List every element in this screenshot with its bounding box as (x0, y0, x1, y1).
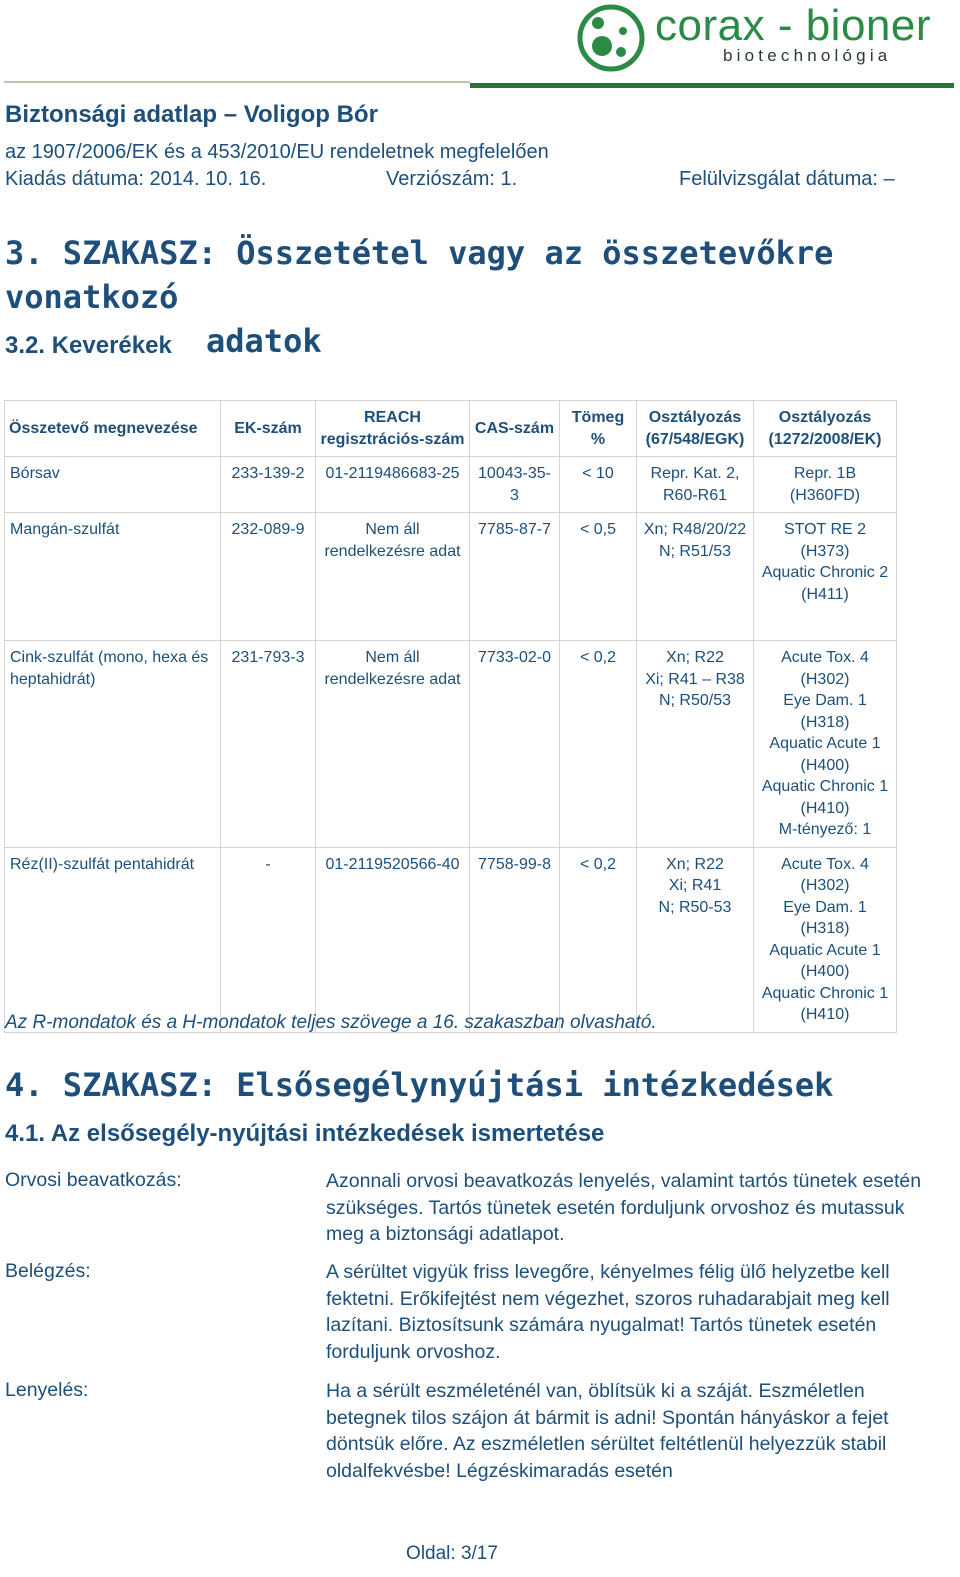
first-aid-label-medical: Orvosi beavatkozás: (5, 1169, 182, 1191)
cell-line: (H411) (801, 585, 849, 603)
logo-tagline: biotechnológia (723, 46, 892, 65)
cell-reach: 01-2119486683-25 (316, 457, 470, 513)
cell-class67 (637, 641, 754, 848)
section3-title-line1: 3. SZAKASZ: Összetétel vagy az összetevőkre vonatkozó (5, 234, 834, 316)
cell-cas: 7758-99-8 (470, 847, 560, 1032)
composition-table (4, 400, 897, 1033)
cell-class1272 (754, 847, 897, 1032)
review-date: Felülvizsgálat dátuma: – (679, 168, 895, 190)
first-aid-text-medical: Azonnali orvosi beavatkozás lenyelés, valamint tartós tünetek esetén szükséges. Tartós tünetek esetén forduljunk orvoshoz és mutassuk meg a biztonsági adatlapot. (326, 1170, 922, 1245)
cell-reach: Nem áll rendelkezésre adat (316, 641, 470, 848)
cell-line: Xn; R48/20/22 (643, 521, 747, 538)
cell-line: (H360FD) (789, 486, 861, 504)
cell-line: Repr. 1B (793, 465, 857, 482)
cell-line: Xn; R22 (666, 649, 724, 666)
cell-name: Bórsav (5, 457, 221, 513)
first-aid-text-inhalation: A sérültet vigyük friss levegőre, kényelmes félig ülő helyzetbe kell fektetni. Erőkifejtést nem végezhet, szoros ruhadarabjait meg kell lazítani. Biztosítsunk számára nyugalmat! Tartós tünetek esetén forduljunk orvoshoz. (326, 1261, 890, 1363)
cell-line: (H302) (800, 877, 850, 894)
cell-line: Aquatic Acute 1 (769, 941, 881, 959)
cell-line: Aquatic Chronic 1 (761, 984, 889, 1002)
cell-line: Aquatic Acute 1 (769, 735, 881, 752)
cell-line: Eye Dam. 1 (H318) (783, 898, 867, 937)
logo-mark-icon (575, 2, 647, 74)
cell-line: Acute Tox. 4 (781, 649, 869, 666)
cell-line: N; R50/53 (658, 692, 732, 709)
cell-mass: < 10 (560, 457, 637, 513)
cell-line: (H302) (800, 670, 850, 688)
cell-cas: 7785-87-7 (470, 513, 560, 641)
header-ek: EK-szám (221, 401, 316, 457)
page-header (0, 0, 960, 90)
table-header-row (5, 401, 897, 457)
r-h-phrases-note: Az R-mondatok és a H-mondatok teljes szövege a 16. szakaszban olvasható. (5, 1012, 657, 1033)
cell-reach: Nem áll rendelkezésre adat (316, 513, 470, 641)
cell-ek: 233-139-2 (221, 457, 316, 513)
header-name: Összetevő megnevezése (5, 401, 221, 457)
table-row (5, 513, 897, 641)
table-row (5, 641, 897, 848)
cell-name: Réz(II)-szulfát pentahidrát (5, 847, 221, 1032)
page-number: Oldal: 3/17 (406, 1543, 498, 1564)
header-cas: CAS-szám (470, 401, 560, 457)
cell-reach: 01-2119520566-40 (316, 847, 470, 1032)
cell-class67 (637, 847, 754, 1032)
cell-line: Xi; R41 (668, 877, 722, 894)
cell-class1272 (754, 513, 897, 641)
document-title: Biztonsági adatlap – Voligop Bór (5, 101, 378, 128)
cell-mass: < 0,2 (560, 641, 637, 848)
cell-line: (H400) (800, 756, 850, 774)
section3-subtitle: 3.2. Keverékek (5, 332, 172, 359)
cell-line: M-tényező: 1 (778, 821, 872, 838)
cell-line: (H410) (800, 1006, 850, 1023)
section3-title-line2: adatok (206, 322, 322, 360)
issue-date: Kiadás dátuma: 2014. 10. 16. (5, 168, 267, 190)
cell-ek: 232-089-9 (221, 513, 316, 641)
cell-class1272 (754, 641, 897, 848)
cell-line: (H400) (800, 963, 850, 980)
cell-line: STOT RE 2 (H373) (783, 521, 867, 560)
regulation-line: az 1907/2006/EK és a 453/2010/EU rendeletnek megfelelően (5, 141, 549, 163)
header-reach: REACH regisztrációs-szám (316, 401, 470, 457)
first-aid-text-ingestion: Ha a sérült eszméleténél van, öblítsük ki a száját. Eszméletlen betegnek tilos szájon át bármit is adni! Spontán hányáskor a fejet döntsük előre. Az eszméletlen sérültet feltétlenül helyezzük stabil oldalfekvésbe! Légzéskimaradás esetén (326, 1380, 889, 1482)
version-number: Verziószám: 1. (386, 168, 518, 190)
cell-line: Aquatic Chronic 2 (761, 564, 889, 581)
header-class1272: Osztályozás (1272/2008/EK) (754, 401, 897, 457)
header-divider-left (4, 81, 470, 83)
cell-line: Acute Tox. 4 (781, 855, 869, 873)
header-class67: Osztályozás (67/548/EGK) (637, 401, 754, 457)
cell-line: Xi; R41 – R38 (645, 670, 745, 688)
cell-line: Aquatic Chronic 1 (761, 778, 889, 795)
table-row (5, 847, 897, 1032)
cell-line: N; R50-53 (658, 898, 732, 916)
first-aid-label-ingestion: Lenyelés: (5, 1379, 89, 1401)
cell-name: Cink-szulfát (mono, hexa és heptahidrát) (5, 641, 221, 848)
cell-line: Xn; R22 (666, 855, 724, 873)
cell-mass: < 0,5 (560, 513, 637, 641)
cell-ek: 231-793-3 (221, 641, 316, 848)
header-mass: Tömeg % (560, 401, 637, 457)
company-logo (573, 0, 932, 80)
cell-line: N; R51/53 (658, 542, 732, 560)
cell-class1272 (754, 457, 897, 513)
table-row (5, 457, 897, 513)
cell-line: (H410) (800, 799, 850, 817)
section4-subtitle: 4.1. Az elsősegély-nyújtási intézkedések ismertetése (5, 1120, 605, 1147)
cell-line: Eye Dam. 1 (H318) (783, 692, 867, 731)
section4-title: 4. SZAKASZ: Elsősegélynyújtási intézkedések (5, 1066, 834, 1104)
cell-cas: 7733-02-0 (470, 641, 560, 848)
cell-ek: - (221, 847, 316, 1032)
cell-mass: < 0,2 (560, 847, 637, 1032)
cell-name: Mangán-szulfát (5, 513, 221, 641)
cell-cas: 10043-35-3 (470, 457, 560, 513)
cell-line: Repr. Kat. 2, (650, 465, 740, 482)
first-aid-label-inhalation: Belégzés: (5, 1260, 91, 1282)
cell-class67 (637, 513, 754, 641)
cell-class67 (637, 457, 754, 513)
header-divider-right (470, 83, 954, 88)
cell-line: R60-R61 (662, 486, 728, 504)
logo-brand-text: corax - bioner (655, 1, 932, 50)
